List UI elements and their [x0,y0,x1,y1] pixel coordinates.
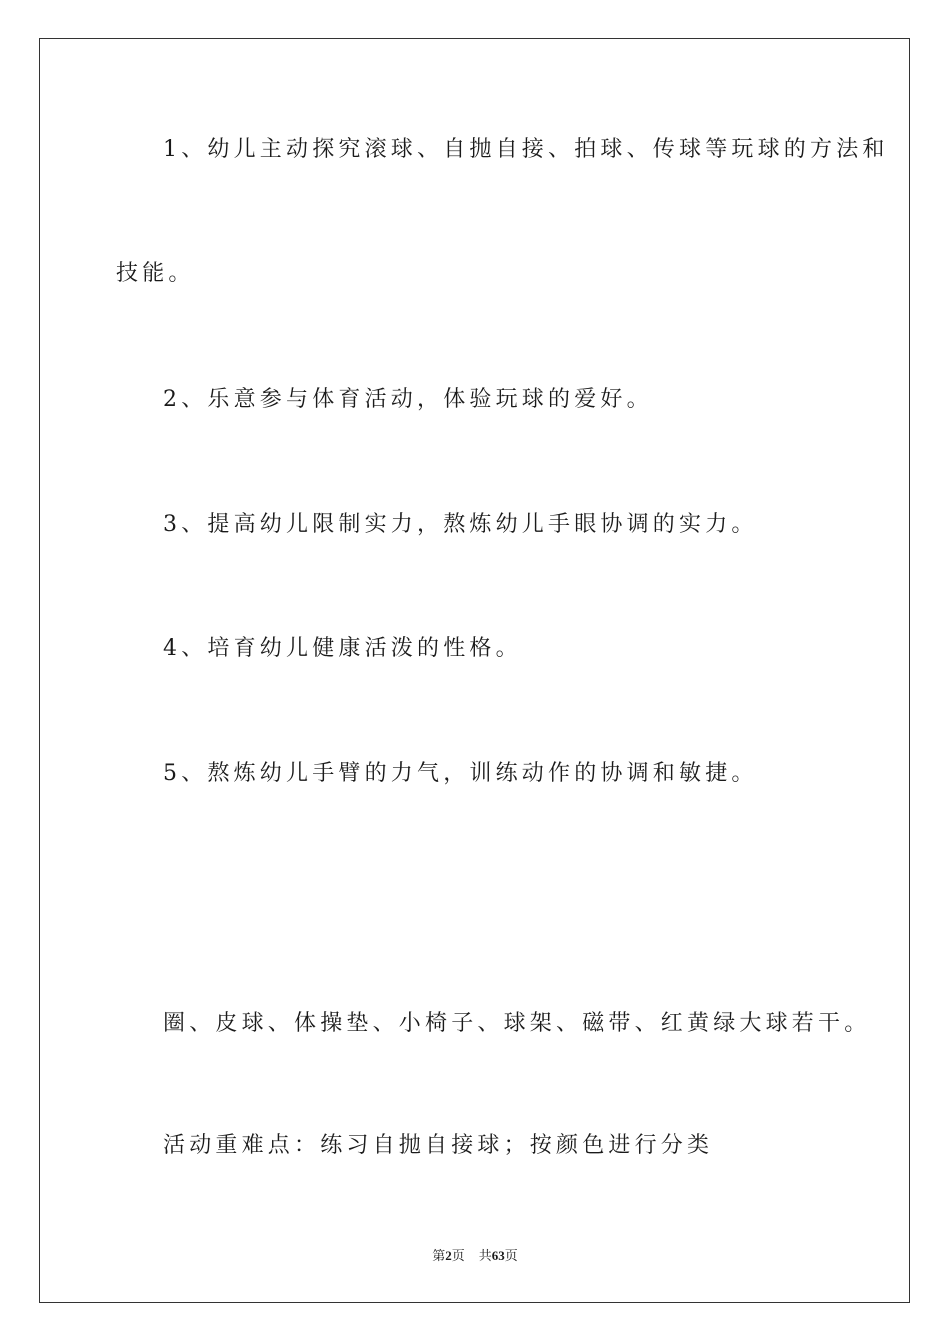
page-prefix: 第 [432,1248,446,1263]
key-difficulties: 活动重难点：练习自抛自接球；按颜色进行分类 [163,1133,714,1158]
page-suffix: 页 [451,1248,465,1263]
total-suffix: 页 [504,1248,518,1263]
objective-1-line-2: 技能。 [116,261,195,286]
objective-5: 5、熬炼幼儿手臂的力气，训练动作的协调和敏捷。 [163,761,758,786]
page-border [39,38,910,1303]
total-pages: 63 [491,1248,505,1263]
objective-4: 4、培育幼儿健康活泼的性格。 [163,636,522,661]
total-prefix: 共 [478,1248,492,1263]
page-footer [0,1248,950,1264]
objective-3: 3、提高幼儿限制实力，熬炼幼儿手眼协调的实力。 [163,512,758,537]
page-number: 2 [445,1248,452,1263]
objective-1-line-1: 1、幼儿主动探究滚球、自抛自接、拍球、传球等玩球的方法和 [163,137,889,162]
objective-2: 2、乐意参与体育活动，体验玩球的爱好。 [163,387,653,412]
materials-list: 圈、皮球、体操垫、小椅子、球架、磁带、红黄绿大球若干。 [163,1011,871,1036]
